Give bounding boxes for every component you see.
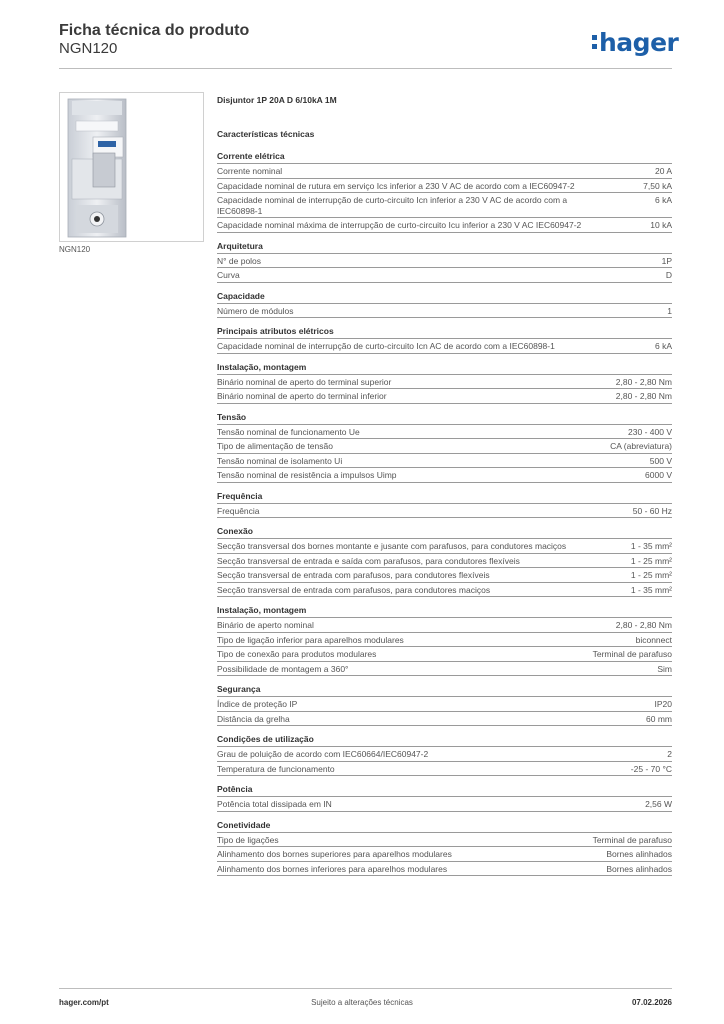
spec-label: Possibilidade de montagem a 360°	[217, 663, 349, 674]
spec-label: Tipo de ligação inferior para aparelhos modulares	[217, 634, 404, 645]
spec-label: Secção transversal de entrada e saída com parafusos, para condutores flexíveis	[217, 555, 520, 566]
spec-value: 6000 V	[645, 470, 672, 480]
spec-value: D	[665, 270, 672, 280]
spec-value: 50 - 60 Hz	[632, 505, 672, 516]
spec-row	[217, 697, 672, 712]
spec-row	[217, 862, 672, 877]
spec-label: Índice de proteção IP	[217, 699, 298, 709]
characteristics-title: Características técnicas	[217, 129, 315, 139]
spec-value: 7,50 kA	[643, 180, 672, 191]
spec-label: Capacidade nominal de interrupção de curto-circuito Icn inferior a 230 V AC de acordo com a IEC60898-1	[217, 195, 568, 216]
spec-label: Tipo de alimentação de tensão	[217, 441, 333, 451]
footer-date: 07.02.2026	[631, 998, 672, 1007]
spec-label: Tensão nominal de resistência a impulsos Uimp	[217, 470, 397, 480]
spec-label: Tensão nominal de funcionamento Ue	[217, 426, 360, 437]
spec-row	[217, 339, 672, 354]
spec-label: Temperatura de funcionamento	[217, 763, 335, 774]
header-divider	[59, 68, 672, 69]
spec-row	[217, 389, 672, 404]
spec-group-title: Frequência	[217, 491, 672, 504]
spec-row	[217, 218, 672, 233]
spec-group-title: Conexão	[217, 526, 672, 539]
spec-group-title: Instalação, montagem	[217, 605, 672, 618]
spec-group	[217, 820, 672, 877]
spec-label: Tipo de conexão para produtos modulares	[217, 649, 377, 659]
spec-value: 1P	[661, 255, 672, 266]
spec-group	[217, 491, 672, 519]
logo-text: hager	[599, 28, 679, 57]
spec-value: CA (abreviatura)	[610, 441, 672, 451]
footer-divider	[59, 988, 672, 989]
spec-label: Secção transversal de entrada com parafusos, para condutores flexíveis	[217, 570, 490, 580]
spec-row	[217, 647, 672, 662]
spec-group-title: Corrente elétrica	[217, 151, 672, 164]
spec-row	[217, 504, 672, 519]
spec-label: Número de módulos	[217, 305, 294, 316]
spec-value: Bornes alinhados	[606, 863, 672, 874]
spec-label: Curva	[217, 270, 240, 280]
spec-row	[217, 179, 672, 194]
spec-value: 6 kA	[654, 195, 672, 205]
spec-row	[217, 439, 672, 454]
spec-value: 1 - 35 mm²	[630, 584, 672, 595]
spec-label: Frequência	[217, 505, 260, 516]
spec-label: N° de polos	[217, 255, 262, 266]
spec-value: 10 kA	[650, 220, 672, 230]
spec-group	[217, 605, 672, 676]
spec-value: Bornes alinhados	[606, 849, 672, 859]
spec-label: Potência total dissipada em IN	[217, 799, 332, 809]
spec-group	[217, 784, 672, 812]
spec-label: Alinhamento dos bornes inferiores para aparelhos modulares	[217, 863, 448, 874]
spec-label: Tensão nominal de isolamento Ui	[217, 455, 343, 466]
spec-group	[217, 326, 672, 354]
spec-label: Grau de poluição de acordo com IEC60664/IEC60947-2	[217, 749, 429, 759]
spec-value: 1	[667, 305, 672, 316]
spec-row	[217, 568, 672, 583]
spec-content	[217, 95, 672, 884]
spec-label: Capacidade nominal máxima de interrupção de curto-circuito Icu inferior a 230 V AC IEC60947-2	[217, 220, 582, 230]
spec-group-title: Segurança	[217, 684, 672, 697]
page-title: Ficha técnica do produto	[59, 22, 250, 39]
spec-value: 2,80 - 2,80 Nm	[615, 376, 672, 387]
spec-group	[217, 526, 672, 597]
spec-value: 1 - 25 mm²	[630, 555, 672, 566]
spec-group	[217, 734, 672, 776]
spec-value: 500 V	[649, 455, 672, 466]
spec-row	[217, 468, 672, 483]
spec-value: -25 - 70 °C	[630, 763, 672, 774]
spec-group-title: Condições de utilização	[217, 734, 672, 747]
spec-group-title: Capacidade	[217, 291, 672, 304]
spec-row	[217, 833, 672, 848]
spec-row	[217, 554, 672, 569]
spec-row	[217, 268, 672, 283]
spec-group	[217, 151, 672, 233]
spec-row	[217, 539, 672, 554]
spec-label: Binário nominal de aperto do terminal superior	[217, 376, 392, 387]
spec-group	[217, 291, 672, 319]
spec-group	[217, 362, 672, 404]
spec-group	[217, 241, 672, 283]
spec-value: IP20	[654, 699, 672, 709]
spec-label: Distância da grelha	[217, 713, 290, 724]
spec-value: 6 kA	[654, 341, 672, 351]
spec-groups	[217, 151, 672, 876]
spec-group-title: Instalação, montagem	[217, 362, 672, 375]
spec-label: Secção transversal de entrada com parafusos, para condutores maciços	[217, 584, 491, 595]
spec-group-title: Principais atributos elétricos	[217, 326, 672, 339]
spec-value: 2,80 - 2,80 Nm	[615, 620, 672, 630]
spec-value: 2	[667, 749, 672, 759]
spec-row	[217, 193, 672, 218]
spec-group	[217, 412, 672, 483]
spec-label: Binário nominal de aperto do terminal inferior	[217, 391, 387, 401]
product-name: Disjuntor 1P 20A D 6/10kA 1M	[217, 95, 337, 105]
spec-value: 60 mm	[646, 713, 672, 724]
spec-row	[217, 633, 672, 648]
spec-label: Capacidade nominal de rutura em serviço Ics inferior a 230 V AC de acordo com a IEC60947-2	[217, 180, 575, 191]
spec-row	[217, 254, 672, 269]
spec-row	[217, 712, 672, 727]
footer-notice: Sujeito a alterações técnicas	[311, 998, 413, 1007]
spec-row	[217, 747, 672, 762]
spec-group-title: Potência	[217, 784, 672, 797]
spec-group-title: Conetividade	[217, 820, 672, 833]
spec-value: Sim	[657, 663, 672, 674]
spec-label: Binário de aperto nominal	[217, 620, 314, 630]
spec-group	[217, 684, 672, 726]
product-code: NGN120	[59, 40, 118, 57]
spec-value: Terminal de parafuso	[592, 649, 672, 659]
spec-label: Capacidade nominal de interrupção de curto-circuito Icn AC de acordo com a IEC60898-1	[217, 341, 555, 351]
spec-value: Terminal de parafuso	[592, 834, 672, 845]
spec-row	[217, 454, 672, 469]
footer-website: hager.com/pt	[59, 998, 109, 1007]
product-image	[59, 92, 204, 242]
spec-value: 2,80 - 2,80 Nm	[615, 391, 672, 401]
spec-group-title: Tensão	[217, 412, 672, 425]
spec-value: 2,56 W	[645, 799, 672, 809]
spec-value: 1 - 25 mm²	[630, 570, 672, 580]
logo-dots-icon	[592, 32, 599, 54]
spec-label: Alinhamento dos bornes superiores para aparelhos modulares	[217, 849, 452, 859]
spec-label: Corrente nominal	[217, 166, 283, 176]
spec-row	[217, 164, 672, 179]
hager-logo	[592, 28, 678, 57]
spec-value: biconnect	[635, 634, 672, 645]
spec-label: Secção transversal dos bornes montante e jusante com parafusos, para condutores maciços	[217, 541, 567, 551]
spec-row	[217, 375, 672, 390]
spec-row	[217, 425, 672, 440]
spec-row	[217, 583, 672, 598]
spec-row	[217, 797, 672, 812]
spec-label: Tipo de ligações	[217, 834, 279, 845]
spec-row	[217, 304, 672, 319]
circuit-breaker-icon	[60, 93, 203, 241]
spec-row	[217, 762, 672, 777]
spec-row	[217, 618, 672, 633]
spec-row	[217, 847, 672, 862]
spec-value: 1 - 35 mm²	[630, 541, 672, 551]
spec-group-title: Arquitetura	[217, 241, 672, 254]
product-image-caption: NGN120	[59, 245, 91, 254]
spec-value: 20 A	[654, 166, 672, 176]
spec-value: 230 - 400 V	[628, 426, 672, 437]
spec-row	[217, 662, 672, 677]
